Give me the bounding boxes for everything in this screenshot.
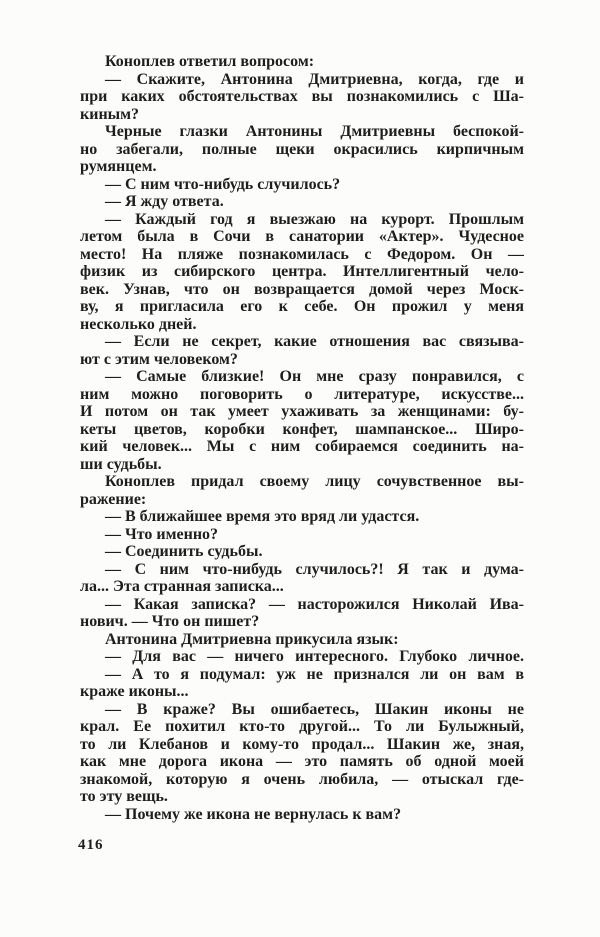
text-line: — Для вас — ничего интересного. Глубоко личное.	[105, 648, 524, 665]
text-line: ражение:	[80, 490, 147, 508]
text-line: — С ним что-нибудь случилось?	[105, 175, 341, 193]
text-line: Коноплев ответил вопросом:	[105, 53, 315, 70]
text-line: краже иконы...	[80, 683, 189, 700]
text-line: румянцем.	[80, 158, 157, 175]
text-line: Черные глазки Антонины Дмитриевны беспокой-	[105, 123, 524, 140]
text-line: — С ним что-нибудь случилось?! Я так и дума-	[105, 560, 524, 578]
text-line: физик из сибирского центра. Интеллигентный чело-	[80, 263, 524, 280]
text-line: киным?	[80, 105, 140, 123]
text-line: — Каждый год я выезжаю на курорт. Прошлым	[105, 210, 524, 228]
page-text-block	[80, 53, 524, 823]
text-line: — Почему же икона не вернулась к вам?	[105, 805, 402, 823]
text-line: — Если не секрет, какие отношения вас связыва-	[105, 333, 524, 350]
text-line: ву, я пригласила его к себе. Он прожил у меня	[80, 298, 524, 315]
text-line: но забегали, полные щеки окрасились кирпичным	[80, 140, 524, 158]
text-line: век. Узнав, что он возвращается домой через Моск-	[80, 280, 524, 298]
text-line: место! На пляже познакомилась с Федором. Он —	[80, 245, 524, 263]
text-line: — Какая записка? — насторожился Николай Ива-	[105, 595, 524, 613]
text-line: ют с этим человеком?	[80, 350, 238, 368]
text-line: ши судьбы.	[80, 455, 162, 473]
text-line: при каких обстоятельствах вы познакомились с Ша-	[80, 88, 524, 105]
text-line: ла... Эта странная записка...	[80, 578, 284, 595]
text-line: нович. — Что он пишет?	[80, 613, 260, 630]
text-line: несколько дней.	[80, 315, 197, 333]
text-line: знакомой, которую я очень любила, — отыскал где-	[80, 770, 524, 788]
text-line: — В ближайшее время это вряд ли удастся.	[105, 508, 420, 525]
text-line: то эту вещь.	[80, 788, 168, 805]
text-line: — В краже? Вы ошибаетесь, Шакин иконы не	[105, 700, 524, 718]
text-line: — Я жду ответа.	[105, 193, 224, 210]
text-line: как мне дорога икона — это память об одной моей	[80, 753, 524, 770]
text-line: Антонина Дмитриевна прикусила язык:	[105, 630, 399, 648]
text-line: — Самые близкие! Он мне сразу понравился, с	[105, 368, 524, 385]
text-line: — Соединить судьбы.	[105, 543, 263, 560]
text-line: — Скажите, Антонина Дмитриевна, когда, где и	[105, 70, 524, 88]
text-line: — А то я подумал: уж не признался ли он вам в	[105, 665, 524, 683]
text-line: кеты цветов, коробки конфет, шампанское... Широ-	[80, 420, 524, 438]
text-line: ним можно поговорить о литературе, искусстве...	[80, 385, 524, 403]
text-line: летом была в Сочи в санатории «Актер». Чудесное	[80, 228, 524, 245]
page-number: 416	[78, 837, 104, 853]
text-line: И потом он так умеет ухаживать за женщинами: бу-	[80, 403, 524, 420]
text-line: Коноплев придал своему лицу сочувственное вы-	[105, 473, 524, 490]
text-line: то ли Клебанов и кому-то продал... Шакин же, зная,	[80, 735, 524, 753]
text-line: кий человек... Мы с ним собираемся соединить на-	[80, 438, 524, 455]
text-line: — Что именно?	[105, 525, 219, 543]
text-line: крал. Ее похитил кто-то другой... То ли Булыжный,	[80, 718, 524, 735]
